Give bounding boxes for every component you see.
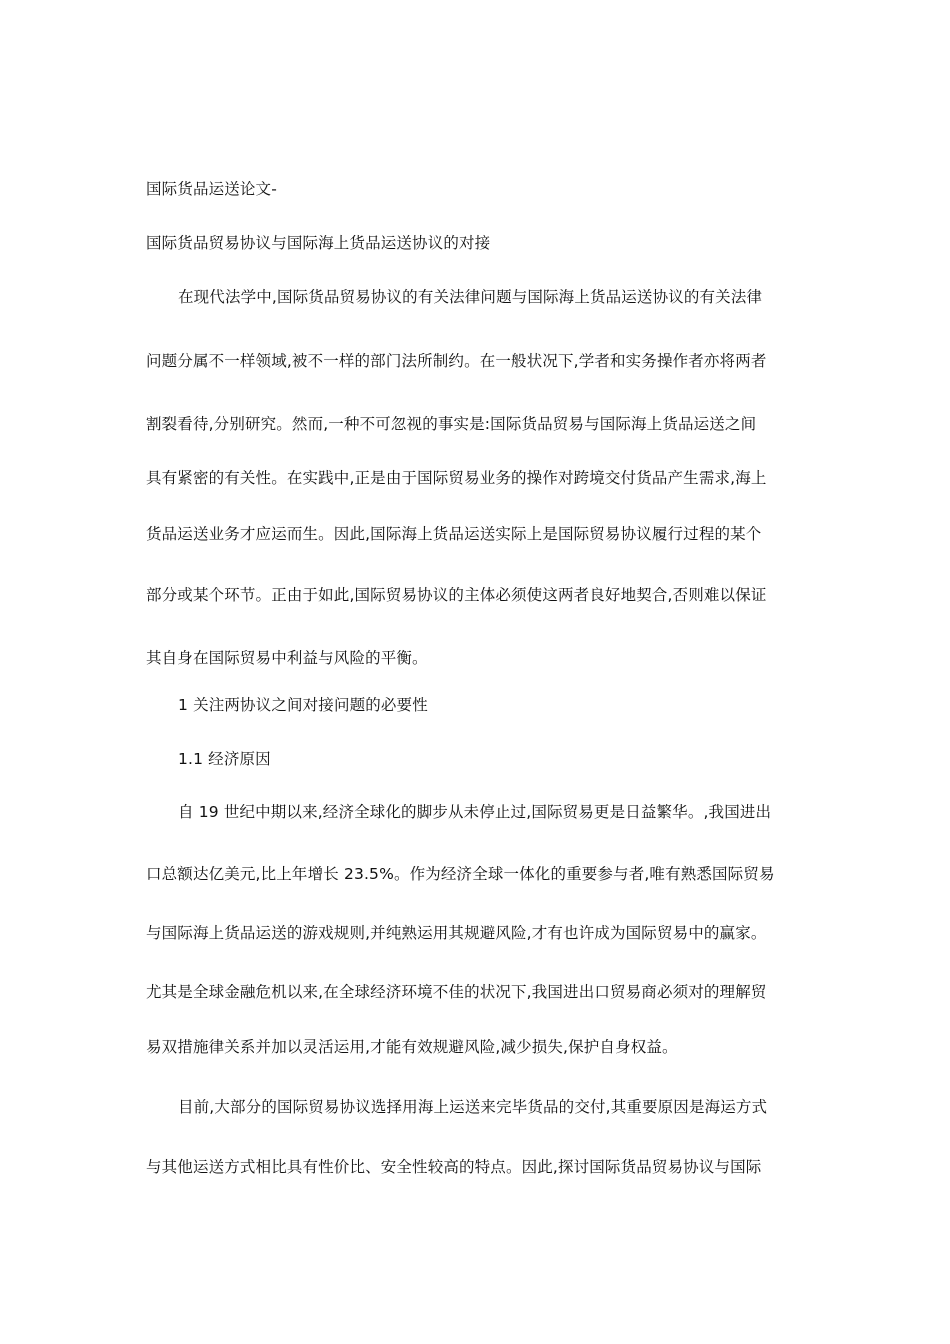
section-heading: 1 关注两协议之间对接问题的必要性 [178,696,428,714]
subsection-heading: 1.1 经济原因 [178,750,271,768]
paragraph-line: 目前,大部分的国际贸易协议选择用海上运送来完毕货品的交付,其重要原因是海运方式 [178,1098,768,1116]
paragraph-line: 与其他运送方式相比具有性价比、安全性较高的特点。因此,探讨国际货品贸易协议与国际 [146,1158,762,1176]
paragraph-line: 具有紧密的有关性。在实践中,正是由于国际贸易业务的操作对跨境交付货品产生需求,海上 [146,469,767,487]
paragraph-line: 货品运送业务才应运而生。因此,国际海上货品运送实际上是国际贸易协议履行过程的某个 [146,525,762,543]
paragraph-line: 自 19 世纪中期以来,经济全球化的脚步从未停止过,国际贸易更是日益繁华。,我国进出 [178,803,772,821]
paragraph-line: 尤其是全球金融危机以来,在全球经济环境不佳的状况下,我国进出口贸易商必须对的理解贸 [146,983,767,1001]
paragraph-line: 其自身在国际贸易中利益与风险的平衡。 [146,649,428,667]
paragraph-line: 割裂看待,分别研究。然而,一种不可忽视的事实是:国际货品贸易与国际海上货品运送之间 [146,415,757,433]
paragraph-line: 口总额达亿美元,比上年增长 23.5%。作为经济全球一体化的重要参与者,唯有熟悉国际贸易 [146,865,775,883]
paragraph-line: 在现代法学中,国际货品贸易协议的有关法律问题与国际海上货品运送协议的有关法律 [178,288,763,306]
paragraph-line: 与国际海上货品运送的游戏规则,并纯熟运用其规避风险,才有也许成为国际贸易中的赢家。 [146,924,767,942]
paragraph-line: 易双措施律关系并加以灵活运用,才能有效规避风险,减少损失,保护自身权益。 [146,1038,678,1056]
paragraph-line: 部分或某个环节。正由于如此,国际贸易协议的主体必须使这两者良好地契合,否则难以保证 [146,586,767,604]
document-subtitle: 国际货品贸易协议与国际海上货品运送协议的对接 [146,234,491,252]
paragraph-line: 问题分属不一样领域,被不一样的部门法所制约。在一般状况下,学者和实务操作者亦将两者 [146,352,767,370]
document-title: 国际货品运送论文- [146,180,277,198]
